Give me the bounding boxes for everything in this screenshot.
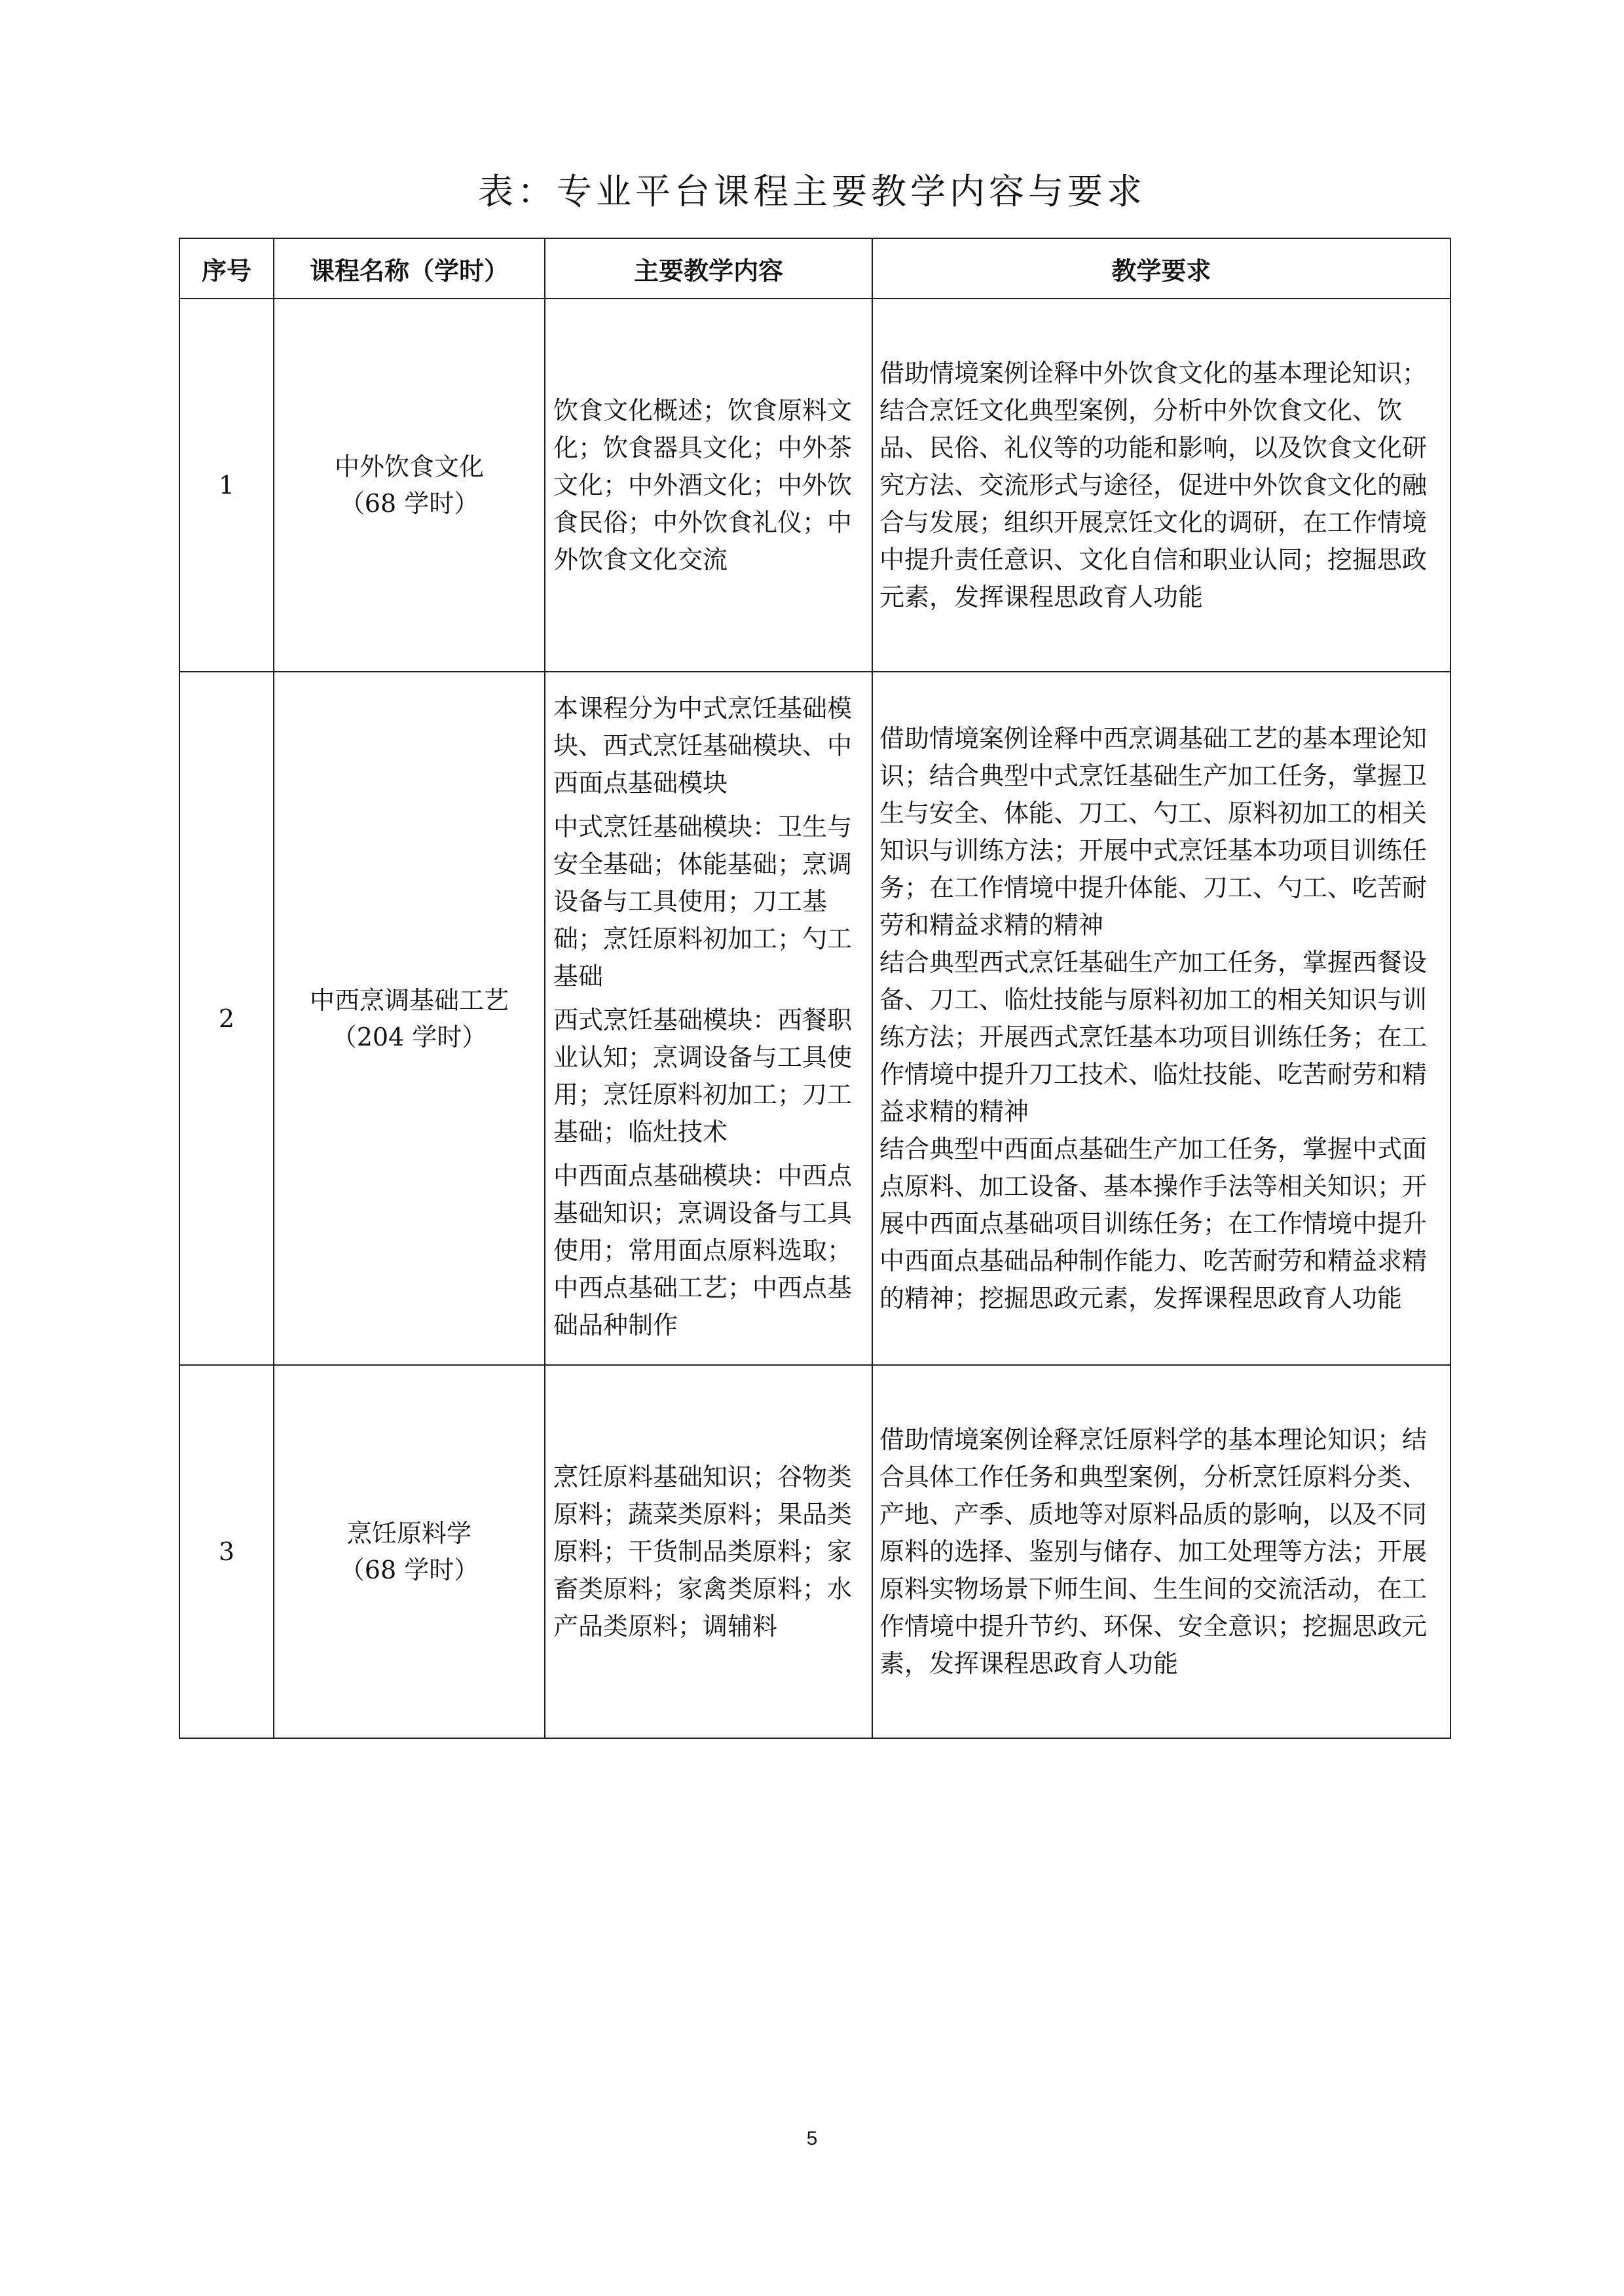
course-cell bbox=[274, 1365, 545, 1738]
header-course: 课程名称（学时） bbox=[274, 238, 545, 299]
requirements-cell bbox=[872, 672, 1450, 1365]
page-number: 5 bbox=[806, 2128, 818, 2149]
requirements-cell bbox=[872, 1365, 1450, 1738]
table-row bbox=[179, 672, 1450, 1365]
course-hours: （68 学时） bbox=[339, 489, 479, 518]
row-number: 3 bbox=[179, 1365, 274, 1738]
table-row bbox=[179, 1365, 1450, 1738]
content-paragraph: 烹饪原料基础知识；谷物类原料；蔬菜类原料；果品类原料；干货制品类原料；家畜类原料；家禽类原料；水产品类原料；调辅料 bbox=[553, 1462, 853, 1641]
requirements-cell bbox=[872, 299, 1450, 672]
requirements-paragraph: 结合典型西式烹饪基础生产加工任务，掌握西餐设备、刀工、临灶技能与原料初加工的相关知识与训练方法；开展西式烹饪基本功项目训练任务；在工作情境中提升刀工技术、临灶技能、吃苦耐劳和精益求精的精神 bbox=[879, 947, 1428, 1126]
table-row bbox=[179, 299, 1450, 672]
content-paragraph: 饮食文化概述；饮食原料文化；饮食器具文化；中外茶文化；中外酒文化；中外饮食民俗；中外饮食礼仪；中外饮食文化交流 bbox=[553, 395, 853, 574]
course-cell bbox=[274, 672, 545, 1365]
content-paragraph: 中式烹饪基础模块：卫生与安全基础；体能基础；烹调设备与工具使用；刀工基础；烹饪原料初加工；勺工基础 bbox=[553, 812, 853, 991]
content-paragraph: 中西面点基础模块：中西点基础知识；烹调设备与工具使用；常用面点原料选取；中西点基础工艺；中西点基础品种制作 bbox=[553, 1161, 853, 1339]
requirements-paragraph: 借助情境案例诠释烹饪原料学的基本理论知识；结合具体工作任务和典型案例，分析烹饪原料分类、产地、产季、质地等对原料品质的影响，以及不同原料的选择、鉴别与储存、加工处理等方法；开展原料实物场景下师生间、生生间的交流活动，在工作情境中提升节约、环保、安全意识；挖掘思政元素，发挥课程思政育人功能 bbox=[879, 1425, 1428, 1678]
table-title: 表：专业平台课程主要教学内容与要求 bbox=[478, 171, 1146, 212]
course-name: 烹饪原料学 bbox=[346, 1519, 471, 1548]
requirements-paragraph: 借助情境案例诠释中西烹调基础工艺的基本理论知识；结合典型中式烹饪基础生产加工任务，掌握卫生与安全、体能、刀工、勺工、原料初加工的相关知识与训练方法；开展中式烹饪基本功项目训练任务；在工作情境中提升体能、刀工、勺工、吃苦耐劳和精益求精的精神 bbox=[879, 723, 1428, 939]
content-cell bbox=[545, 1365, 872, 1738]
content-paragraph: 西式烹饪基础模块：西餐职业认知；烹调设备与工具使用；烹饪原料初加工；刀工基础；临灶技术 bbox=[553, 1006, 853, 1146]
course-table bbox=[179, 238, 1451, 1739]
row-number: 2 bbox=[179, 672, 274, 1365]
requirements-paragraph: 结合典型中西面点基础生产加工任务，掌握中式面点原料、加工设备、基本操作手法等相关知识；开展中西面点基础项目训练任务；在工作情境中提升中西面点基础品种制作能力、吃苦耐劳和精益求精的精神；挖掘思政元素，发挥课程思政育人功能 bbox=[879, 1134, 1428, 1313]
header-content: 主要教学内容 bbox=[545, 238, 872, 299]
content-cell bbox=[545, 672, 872, 1365]
requirements-paragraph: 借助情境案例诠释中外饮食文化的基本理论知识；结合烹饪文化典型案例，分析中外饮食文化、饮品、民俗、礼仪等的功能和影响，以及饮食文化研究方法、交流形式与途径，促进中外饮食文化的融合与发展；组织开展烹饪文化的调研，在工作情境中提升责任意识、文化自信和职业认同；挖掘思政元素，发挥课程思政育人功能 bbox=[879, 358, 1428, 611]
course-hours: （204 学时） bbox=[331, 1022, 487, 1051]
course-name: 中外饮食文化 bbox=[334, 452, 484, 481]
row-number: 1 bbox=[179, 299, 274, 672]
course-name: 中西烹调基础工艺 bbox=[309, 985, 509, 1015]
header-requirements: 教学要求 bbox=[872, 238, 1450, 299]
course-cell bbox=[274, 299, 545, 672]
content-cell bbox=[545, 299, 872, 672]
content-paragraph: 本课程分为中式烹饪基础模块、西式烹饪基础模块、中西面点基础模块 bbox=[553, 694, 853, 797]
header-num: 序号 bbox=[179, 238, 274, 299]
course-hours: （68 学时） bbox=[339, 1556, 479, 1584]
header-row bbox=[179, 238, 1450, 299]
